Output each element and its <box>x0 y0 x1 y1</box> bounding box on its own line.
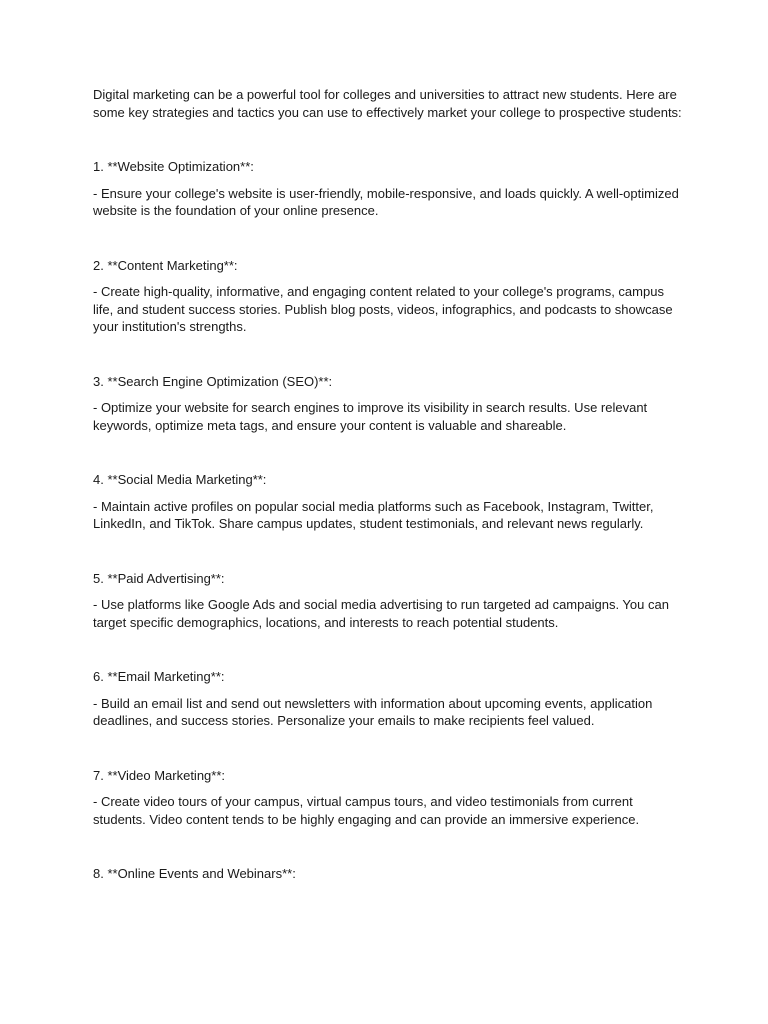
section-website-optimization <box>93 158 683 220</box>
intro-paragraph: Digital marketing can be a powerful tool for colleges and universities to attract new students. Here are some key strategies and tactics you can use to effectively market your college to prospective students: <box>93 87 682 120</box>
section-content-marketing <box>93 257 683 336</box>
section-heading: 3. **Search Engine Optimization (SEO)**: <box>93 373 333 389</box>
section-online-events <box>93 865 683 883</box>
section-heading: 7. **Video Marketing**: <box>93 767 226 783</box>
section-body: - Maintain active profiles on popular social media platforms such as Facebook, Instagram, Twitter, LinkedIn, and TikTok. Share campus updates, student testimonials, and relevant news regularly. <box>93 498 654 531</box>
section-body: - Optimize your website for search engines to improve its visibility in search results. Use relevant keywords, optimize meta tags, and ensure your content is valuable and shareable. <box>93 400 648 433</box>
section-heading: 6. **Email Marketing**: <box>93 669 225 684</box>
section-seo <box>93 373 683 435</box>
section-heading: 1. **Website Optimization**: <box>93 159 254 174</box>
section-body: - Use platforms like Google Ads and social media advertising to run targeted ad campaigns. You can target specific demographics, locations, and interests to reach potential students. <box>93 597 669 630</box>
section-social-media-marketing <box>93 471 683 533</box>
section-paid-advertising <box>93 570 683 632</box>
section-heading: 8. **Online Events and Webinars**: <box>93 866 296 881</box>
section-body: - Build an email list and send out newsletters with information about upcoming events, application deadlines, and success stories. Personalize your emails to make recipients feel valued. <box>93 695 653 728</box>
section-heading: 5. **Paid Advertising**: <box>93 570 225 586</box>
section-heading: 4. **Social Media Marketing**: <box>93 472 267 487</box>
section-heading: 2. **Content Marketing**: <box>93 257 238 273</box>
section-body: - Create high-quality, informative, and engaging content related to your college's programs, campus life, and student success stories. Publish blog posts, videos, infographics, and podcasts to showcase your institution's strengths. <box>93 284 673 334</box>
section-body: - Create video tours of your campus, virtual campus tours, and video testimonials from current students. Video content tends to be highly engaging and can provide an immersive experience. <box>93 794 640 827</box>
document-page <box>93 86 683 920</box>
section-body: - Ensure your college's website is user-friendly, mobile-responsive, and loads quickly. A well-optimized website is the foundation of your online presence. <box>93 185 679 218</box>
section-email-marketing <box>93 668 683 730</box>
section-video-marketing <box>93 767 683 829</box>
